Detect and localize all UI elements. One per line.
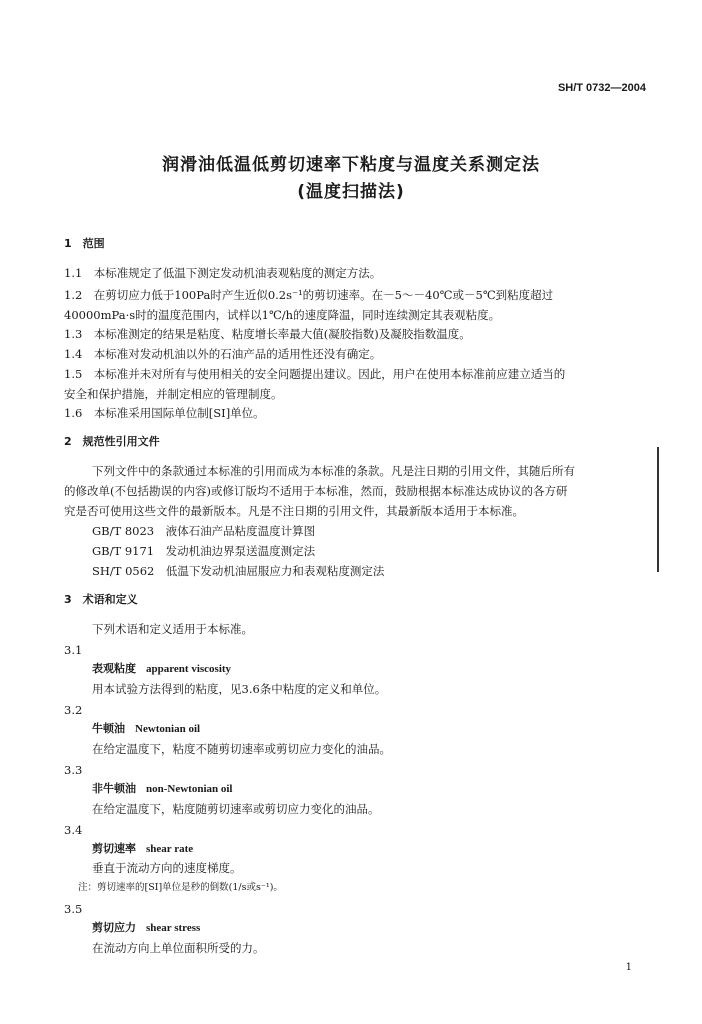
- document-title: 润滑油低温低剪切速率下粘度与温度关系测定法: [162, 155, 540, 175]
- clause-1-3: 1.3 本标准测定的结果是粘度、粘度增长率最大值(凝胶指数)及凝胶指数温度。: [64, 327, 471, 341]
- clause-1-5: 1.5 本标准并未对所有与使用相关的安全问题提出建议。因此，用户在使用本标准前应建立适当的: [64, 367, 566, 381]
- clause-1-2-cont: 40000mPa·s时的温度范围内，试样以1℃/h的速度降温，同时连续测定其表观粘度。: [64, 308, 501, 322]
- term-title: [92, 722, 200, 736]
- term-zh: 剪切速率: [92, 842, 136, 855]
- clause-1-5-cont: 安全和保护措施，并制定相应的管理制度。: [64, 387, 283, 401]
- section-2-heading: 2 规范性引用文件: [64, 435, 160, 448]
- term-definition: 在给定温度下，粘度不随剪切速率或剪切应力变化的油品。: [92, 742, 391, 756]
- term-en: shear rate: [146, 843, 194, 855]
- term-en: shear stress: [146, 922, 201, 934]
- term-definition: 垂直于流动方向的速度梯度。: [92, 861, 242, 875]
- section-2-para-line1: 下列文件中的条款通过本标准的引用而成为本标准的条款。凡是注日期的引用文件，其随后所有: [92, 464, 575, 478]
- reference-sh-t-0562: SH/T 0562 低温下发动机油屈服应力和表观粘度测定法: [92, 564, 385, 578]
- clause-1-1: 1.1 本标准规定了低温下测定发动机油表观粘度的测定方法。: [64, 266, 382, 280]
- section-3-intro: 下列术语和定义适用于本标准。: [92, 622, 253, 636]
- margin-change-bar: [657, 447, 659, 572]
- term-definition: 在流动方向上单位面积所受的力。: [92, 941, 265, 955]
- standard-code: SH/T 0732—2004: [557, 82, 646, 94]
- section-3-heading: 3 术语和定义: [64, 593, 138, 606]
- section-2-para-line3: 究是否可使用这些文件的最新版本。凡是不注日期的引用文件，其最新版本适用于本标准。: [64, 504, 524, 518]
- term-zh: 表观粘度: [92, 662, 136, 675]
- term-number: 3.4: [64, 823, 83, 837]
- term-number: 3.1: [64, 643, 83, 657]
- term-number: 3.5: [64, 902, 83, 916]
- clause-1-6: 1.6 本标准采用国际单位制[SI]单位。: [64, 406, 265, 420]
- section-2-para-line2: 的修改单(不包括勘误的内容)或修订版均不适用于本标准，然而，鼓励根据本标准达成协议的各方研: [64, 484, 568, 498]
- term-zh: 剪切应力: [92, 921, 136, 934]
- term-en: non-Newtonian oil: [146, 783, 233, 795]
- section-1-heading: 1 范围: [64, 237, 105, 250]
- term-note: 注：剪切速率的[SI]单位是秒的倒数(1/s或s⁻¹)。: [78, 882, 283, 893]
- page-number: 1: [625, 962, 632, 973]
- term-en: Newtonian oil: [135, 723, 201, 735]
- term-title: [92, 662, 231, 676]
- term-number: 3.2: [64, 703, 83, 717]
- term-number: 3.3: [64, 763, 83, 777]
- document-subtitle: (温度扫描法): [297, 182, 405, 202]
- clause-1-2: 1.2 在剪切应力低于100Pa时产生近似0.2s⁻¹的剪切速率。在－5～－40℃或－5℃到粘度超过: [64, 288, 554, 302]
- term-zh: 牛顿油: [92, 722, 125, 735]
- term-definition: 用本试验方法得到的粘度，见3.6条中粘度的定义和单位。: [92, 682, 387, 696]
- term-title: [92, 842, 193, 856]
- term-title: [92, 782, 233, 796]
- reference-gb-t-9171: GB/T 9171 发动机油边界泵送温度测定法: [92, 544, 316, 558]
- reference-gb-t-8023: GB/T 8023 液体石油产品粘度温度计算图: [92, 524, 316, 538]
- term-title: [92, 921, 200, 935]
- term-zh: 非牛顿油: [92, 782, 136, 795]
- clause-1-4: 1.4 本标准对发动机油以外的石油产品的适用性还没有确定。: [64, 347, 382, 361]
- term-en: apparent viscosity: [146, 663, 232, 675]
- term-definition: 在给定温度下，粘度随剪切速率或剪切应力变化的油品。: [92, 802, 380, 816]
